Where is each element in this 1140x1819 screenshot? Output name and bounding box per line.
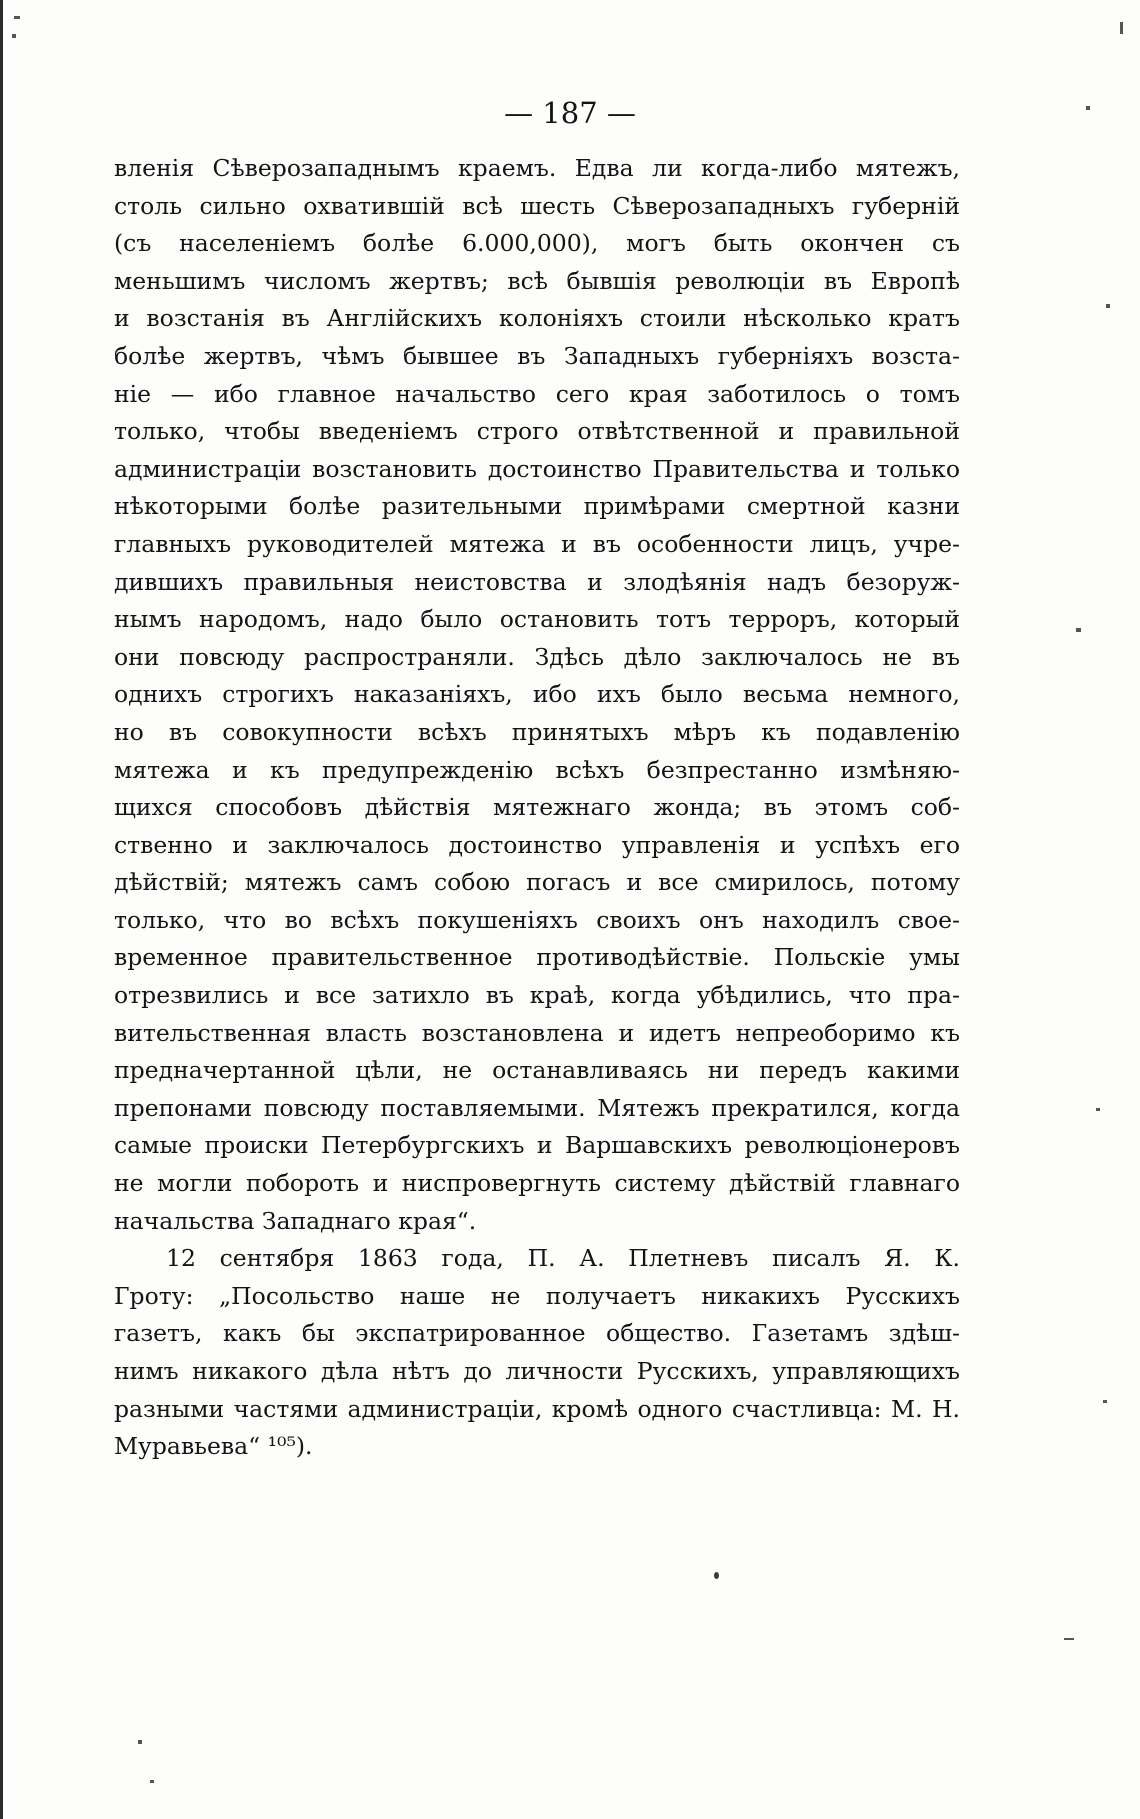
text-line: ственно и заключалось достоинство управленія и успѣхъ его: [114, 830, 960, 859]
scan-speck: [1103, 1400, 1107, 1403]
text-line: Муравьева“ ¹⁰⁵).: [114, 1432, 313, 1461]
text-line: отрезвились и все затихло въ краѣ, когда убѣдились, что пра-: [114, 981, 960, 1010]
text-line: дившихъ правильныя неистовства и злодѣянія надъ безоруж-: [114, 567, 960, 596]
text-line: вительственная власть возстановлена и идетъ непреоборимо къ: [114, 1018, 960, 1047]
text-line: только, что во всѣхъ покушеніяхъ своихъ онъ находилъ свое-: [114, 905, 960, 934]
text-line: только, чтобы введеніемъ строго отвѣтственной и правильной: [114, 417, 960, 446]
text-line: газетъ, какъ бы экспатрированное общество. Газетамъ здѣш-: [114, 1319, 960, 1348]
text-line: дѣйствій; мятежъ самъ собою погасъ и все смирилось, потому: [114, 868, 960, 897]
text-line: 12 сентября 1863 года, П. А. Плетневъ писалъ Я. К.: [166, 1244, 960, 1273]
text-line: щихся способовъ дѣйствія мятежнаго жонда; въ этомъ соб-: [114, 793, 960, 822]
text-line: но въ совокупности всѣхъ принятыхъ мѣръ къ подавленію: [114, 717, 960, 746]
text-line: начальства Западнаго края“.: [114, 1206, 477, 1235]
text-line: не могли побороть и ниспровергнуть систему дѣйствій главнаго: [114, 1169, 960, 1198]
text-line: и возстанія въ Англійскихъ колоніяхъ стоили нѣсколько кратъ: [114, 304, 960, 333]
scan-speck: [1096, 1108, 1100, 1111]
text-line: препонами повсюду поставляемыми. Мятежъ прекратился, когда: [114, 1093, 960, 1122]
scan-speck: [714, 1572, 719, 1579]
text-line: нѣкоторыми болѣе разительными примѣрами смертной казни: [114, 492, 960, 521]
text-line: разными частями администраціи, кромѣ одного счастливца: М. Н.: [114, 1394, 960, 1423]
scan-speck: [12, 34, 16, 38]
text-line: нимъ никакого дѣла нѣтъ до личности Русскихъ, управляющихъ: [114, 1357, 960, 1385]
scan-speck: [1120, 22, 1123, 34]
scan-speck: [1086, 106, 1090, 110]
text-line: ніе — ибо главное начальство сего края заботилось о томъ: [114, 379, 960, 408]
text-line: вленія Сѣверозападнымъ краемъ. Едва ли когда-либо мятежъ,: [114, 154, 960, 182]
body-text: [114, 150, 960, 1466]
text-line: столь сильно охватившій всѣ шесть Сѣверозападныхъ губерній: [114, 191, 960, 220]
scan-speck: [1106, 304, 1110, 308]
text-line: предначертанной цѣли, не останавливаясь ни передъ какими: [114, 1056, 960, 1085]
text-line: главныхъ руководителей мятежа и въ особенности лицъ, учре-: [114, 529, 960, 558]
text-line: мятежа и къ предупрежденію всѣхъ безпрестанно измѣняю-: [114, 755, 960, 784]
text-line: (съ населеніемъ болѣе 6.000,000), могъ быть окончен съ: [114, 229, 960, 258]
paragraph-1: [114, 150, 960, 1240]
scan-speck: [1064, 1638, 1074, 1640]
paragraph-2: [114, 1240, 960, 1466]
text-line: нымъ народомъ, надо было остановить тотъ терроръ, который: [114, 605, 960, 634]
scan-speck: [138, 1740, 142, 1744]
text-line: временное правительственное противодѣйствіе. Польскіе умы: [114, 943, 960, 972]
text-line: однихъ строгихъ наказаніяхъ, ибо ихъ было весьма немного,: [114, 680, 960, 709]
text-line: администраціи возстановить достоинство Правительства и только: [114, 454, 960, 483]
scan-speck: [1076, 628, 1081, 632]
text-line: они повсюду распространяли. Здѣсь дѣло заключалось не въ: [114, 642, 960, 671]
scan-left-edge: [0, 0, 3, 1819]
page-number: — 187 —: [504, 96, 636, 130]
scan-speck: [150, 1780, 154, 1783]
text-line: меньшимъ числомъ жертвъ; всѣ бывшія революціи въ Европѣ: [114, 266, 960, 295]
text-line: болѣе жертвъ, чѣмъ бывшее въ Западныхъ губерніяхъ возста-: [114, 341, 960, 370]
text-line: самые происки Петербургскихъ и Варшавскихъ революціонеровъ: [114, 1131, 960, 1160]
text-line: Гроту: „Посольство наше не получаетъ никакихъ Русскихъ: [114, 1281, 960, 1310]
scan-speck: [14, 16, 20, 19]
